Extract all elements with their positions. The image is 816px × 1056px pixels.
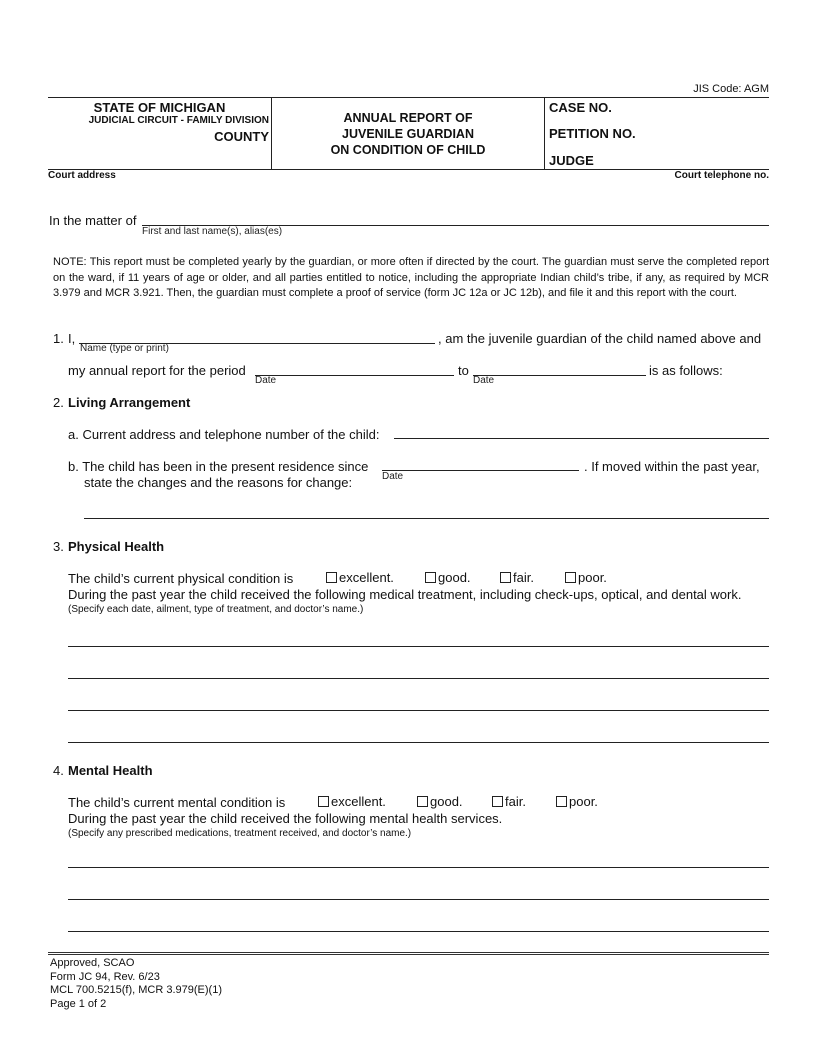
residence-since-field[interactable] — [382, 470, 579, 471]
item1-number: 1. — [53, 331, 64, 346]
physical-poor-label: poor. — [578, 570, 607, 585]
physical-excellent-label: excellent. — [339, 570, 394, 585]
court-telephone-label: Court telephone no. — [674, 170, 769, 181]
medical-treatment-instructions: (Specify each date, ailment, type of treatment, and doctor’s name.) — [68, 604, 364, 615]
item4-number: 4. — [53, 763, 64, 778]
physical-poor-option[interactable] — [565, 570, 607, 585]
mental-condition-label: The child’s current mental condition is — [68, 795, 286, 810]
mental-services-line-1[interactable] — [68, 867, 769, 868]
residence-moved-label: . If moved within the past year, — [584, 459, 760, 474]
item3-number: 3. — [53, 539, 64, 554]
period-to: to — [458, 363, 469, 378]
period-start-caption: Date — [255, 375, 277, 386]
header-top-rule — [48, 97, 769, 98]
state-name: STATE OF MICHIGAN — [93, 100, 226, 115]
footer-form-number: Form JC 94, Rev. 6/23 — [50, 970, 160, 983]
guardian-name-caption: Name (type or print) — [80, 343, 169, 354]
header-bottom-rule — [48, 169, 769, 170]
physical-condition-label: The child’s current physical condition is — [68, 571, 294, 586]
item2-number: 2. — [53, 395, 64, 410]
mental-services-label: During the past year the child received the following mental health services. — [68, 811, 503, 826]
mental-health-heading: Mental Health — [68, 763, 153, 778]
current-address-label: a. Current address and telephone number of the child: — [68, 427, 380, 442]
item1-prefix: I, — [68, 331, 76, 346]
judicial-circuit-label: JUDICIAL CIRCUIT - FAMILY DIVISION — [88, 115, 269, 126]
physical-health-heading: Physical Health — [68, 539, 165, 554]
item1-suffix: , am the juvenile guardian of the child named above and — [438, 331, 762, 346]
residence-changes-field[interactable] — [84, 518, 769, 519]
mental-excellent-checkbox[interactable] — [318, 796, 329, 807]
mental-services-instructions: (Specify any prescribed medications, treatment received, and doctor’s name.) — [68, 828, 412, 839]
mental-good-label: good. — [430, 794, 463, 809]
period-suffix: is as follows: — [649, 363, 723, 378]
period-end-caption: Date — [473, 375, 495, 386]
medical-treatment-line-3[interactable] — [68, 710, 769, 711]
residence-since-label: b. The child has been in the present residence since — [68, 459, 369, 474]
physical-fair-label: fair. — [513, 570, 534, 585]
mental-excellent-option[interactable] — [318, 794, 386, 809]
current-address-field[interactable] — [394, 438, 769, 439]
physical-poor-checkbox[interactable] — [565, 572, 576, 583]
jis-code: JIS Code: AGM — [693, 83, 769, 95]
form-title-line-2: JUVENILE GUARDIAN — [342, 127, 474, 141]
note-paragraph: NOTE: This report must be completed yearly by the guardian, or more often if directed by the court. The guardian must serve the completed report on the ward, if 11 years of age or older, and all parties entitled to notice, including the appropriate Indian child’s tribe, if any, as required by MCR 3.979 and MCR 3.921. Then, the guardian must complete a proof of service (form JC 12a or JC 12b), and file it and this report with the court. — [53, 256, 769, 299]
matter-caption: First and last name(s), alias(es) — [142, 226, 283, 237]
physical-fair-checkbox[interactable] — [500, 572, 511, 583]
county-label: COUNTY — [214, 129, 269, 144]
court-address-label: Court address — [48, 170, 116, 181]
mental-excellent-label: excellent. — [331, 794, 386, 809]
mental-services-line-2[interactable] — [68, 899, 769, 900]
footer-page-number: Page 1 of 2 — [50, 997, 107, 1010]
period-start-field[interactable] — [255, 375, 454, 376]
period-prefix: my annual report for the period — [68, 363, 246, 378]
period-end-field[interactable] — [473, 375, 646, 376]
judge-label: JUDGE — [549, 153, 594, 168]
header-divider-right — [544, 97, 545, 169]
form-title-line-1: ANNUAL REPORT OF — [343, 111, 473, 125]
footer-authority: MCL 700.5215(f), MCR 3.979(E)(1) — [50, 984, 222, 996]
footer-approved: Approved, SCAO — [50, 957, 135, 969]
petition-number-label: PETITION NO. — [549, 126, 636, 141]
mental-poor-label: poor. — [569, 794, 598, 809]
physical-good-checkbox[interactable] — [425, 572, 436, 583]
medical-treatment-label: During the past year the child received the following medical treatment, including check-ups, optical, and dental work. — [68, 587, 742, 602]
form-title — [272, 110, 544, 158]
physical-good-label: good. — [438, 570, 471, 585]
form-title-line-3: ON CONDITION OF CHILD — [330, 143, 486, 157]
mental-poor-option[interactable] — [556, 794, 598, 809]
mental-fair-option[interactable] — [492, 794, 526, 809]
medical-treatment-line-4[interactable] — [68, 742, 769, 743]
physical-good-option[interactable] — [425, 570, 471, 585]
mental-good-option[interactable] — [417, 794, 463, 809]
medical-treatment-line-2[interactable] — [68, 678, 769, 679]
mental-poor-checkbox[interactable] — [556, 796, 567, 807]
mental-fair-checkbox[interactable] — [492, 796, 503, 807]
living-arrangement-heading: Living Arrangement — [68, 395, 191, 410]
physical-excellent-option[interactable] — [326, 570, 394, 585]
residence-date-caption: Date — [382, 471, 404, 482]
matter-label: In the matter of — [49, 213, 137, 228]
case-number-label: CASE NO. — [549, 100, 612, 115]
physical-excellent-checkbox[interactable] — [326, 572, 337, 583]
medical-treatment-line-1[interactable] — [68, 646, 769, 647]
mental-fair-label: fair. — [505, 794, 526, 809]
mental-services-line-3[interactable] — [68, 931, 769, 932]
residence-changes-label: state the changes and the reasons for change: — [84, 475, 353, 490]
physical-fair-option[interactable] — [500, 570, 534, 585]
mental-good-checkbox[interactable] — [417, 796, 428, 807]
form-footer — [50, 957, 222, 1011]
footer-rule — [48, 952, 769, 955]
